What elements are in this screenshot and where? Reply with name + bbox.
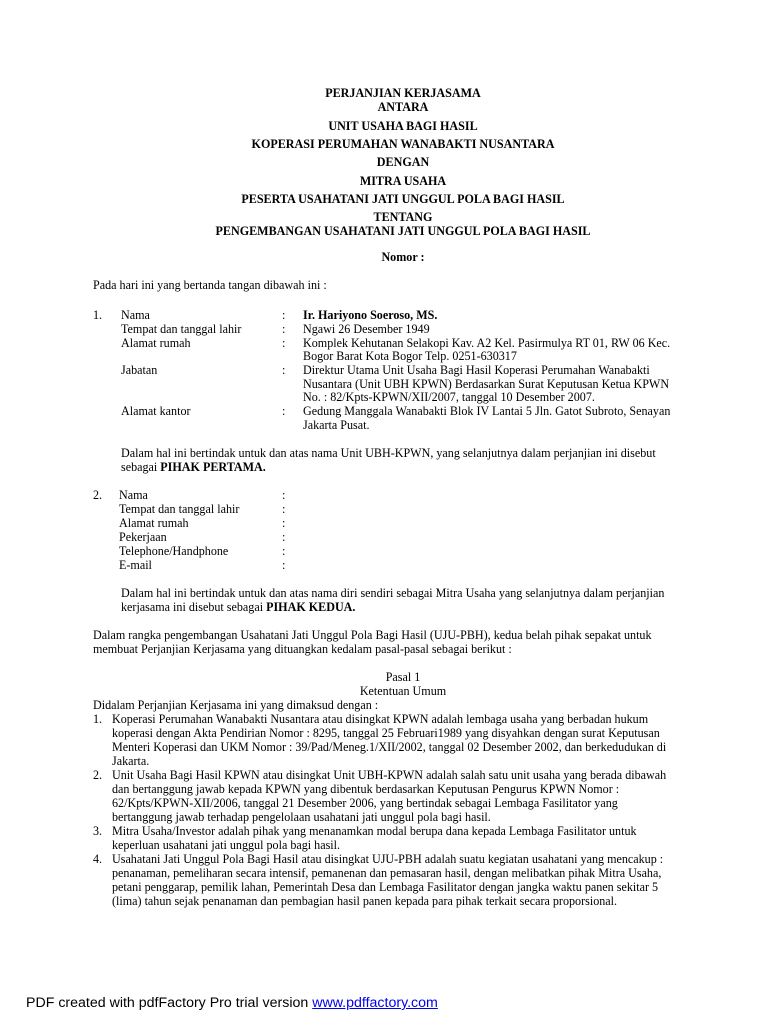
list-item-text: petani penggarap, pemilik lahan, Pemerintah Desa dan Lembaga Fasilitator dengan jangka waktu panen sekitar 5 (112, 880, 659, 894)
party-1-value-jabatan: Direktur Utama Unit Usaha Bagi Hasil Koperasi Perumahan Wanabakti (303, 363, 650, 377)
list-item-text: Jakarta. (112, 754, 150, 768)
title-line-1: PERJANJIAN KERJASAMA (325, 86, 481, 100)
list-item-text: Mitra Usaha/Investor adalah pihak yang menanamkan modal berupa dana kepada Lembaga Fasilitator untuk (112, 824, 637, 838)
party-1-statement: Dalam hal ini bertindak untuk dan atas nama Unit UBH-KPWN, yang selanjutnya dalam perjanjian ini disebut (121, 446, 656, 460)
party-1-value-alamat-kantor: Gedung Manggala Wanabakti Blok IV Lantai 5 Jln. Gatot Subroto, Senayan (303, 404, 671, 418)
party-1-colon: : (282, 322, 286, 336)
title-line-8: TENTANG (373, 210, 433, 224)
list-item-text: keperluan usahatani jati unggul pola bagi hasil. (112, 838, 341, 852)
party-1-statement-end (121, 461, 266, 475)
title-line-2: ANTARA (377, 100, 429, 114)
party-2-label-email: E-mail (119, 558, 152, 572)
list-item-text: dan bertanggung jawab kepada KPWN yang dibentuk berdasarkan Keputusan Pengurus KPWN Nomor : (112, 782, 620, 796)
party-2-colon: : (282, 558, 286, 572)
party-1-value-alamat-rumah: Komplek Kehutanan Selakopi Kav. A2 Kel. Pasirmulya RT 01, RW 06 Kec. (303, 336, 671, 350)
party-2-statement-prefix: kerjasama ini disebut sebagai (121, 600, 267, 614)
party-1-value-alamat-rumah: Bogor Barat Kota Bogor Telp. 0251-630317 (303, 349, 517, 363)
title-line-3: UNIT USAHA BAGI HASIL (328, 119, 478, 133)
party-2-statement-end (121, 601, 355, 615)
intro-text: Pada hari ini yang bertanda tangan dibawah ini : (93, 278, 327, 292)
party-1-number: 1. (93, 308, 103, 322)
list-item-text: Koperasi Perumahan Wanabakti Nusantara atau disingkat KPWN adalah lembaga usaha yang berbadan hukum (112, 712, 649, 726)
party-2-colon: : (282, 516, 286, 530)
party-1-label-alamat-rumah: Alamat rumah (121, 336, 191, 350)
party-1-designation: PIHAK PERTAMA. (160, 460, 266, 474)
party-1-colon: : (282, 404, 286, 418)
party-2-colon: : (282, 488, 286, 502)
title-line-7: PESERTA USAHATANI JATI UNGGUL POLA BAGI HASIL (241, 192, 565, 206)
party-1-value-nama: Ir. Hariyono Soeroso, MS. (303, 308, 438, 322)
party-1-label-jabatan: Jabatan (121, 363, 158, 377)
party-1-label-ttl: Tempat dan tanggal lahir (121, 322, 242, 336)
party-1-colon: : (282, 336, 286, 350)
footer-text: PDF created with pdfFactory Pro trial version (26, 995, 313, 1011)
party-2-colon: : (282, 544, 286, 558)
list-item-text: penanaman, pemeliharan secara intensif, pemanenan dan pemasaran hasil, dengan melibatkan pihak Mitra Usaha, (112, 866, 662, 880)
title-line-9: PENGEMBANGAN USAHATANI JATI UNGGUL POLA BAGI HASIL (215, 224, 591, 238)
list-item-text: 62/Kpts/KPWN-XII/2006, tanggal 21 Desember 2006, yang bertindak sebagai Lembaga Fasilitator yang (112, 796, 618, 810)
party-2-label-nama: Nama (119, 488, 148, 502)
pasal-intro: Didalam Perjanjian Kerjasama ini yang dimaksud dengan : (93, 698, 379, 712)
list-item-text: Usahatani Jati Unggul Pola Bagi Hasil atau disingkat UJU-PBH adalah suatu kegiatan usahatani yang mencakup : (112, 852, 664, 866)
pasal-subheading: Ketentuan Umum (359, 684, 447, 698)
document-number: Nomor : (381, 250, 425, 264)
party-1-value-ttl: Ngawi 26 Desember 1949 (303, 322, 430, 336)
list-item-number: 3. (93, 824, 103, 838)
party-1-label-nama: Nama (121, 308, 150, 322)
party-2-number: 2. (93, 488, 103, 502)
party-1-colon: : (282, 363, 286, 377)
party-1-label-alamat-kantor: Alamat kantor (121, 404, 191, 418)
pasal-heading: Pasal 1 (385, 670, 421, 684)
pdf-footer (26, 995, 438, 1011)
framework-paragraph: membuat Perjanjian Kerjasama yang dituangkan kedalam pasal-pasal sebagai berikut : (93, 642, 512, 656)
party-2-colon: : (282, 530, 286, 544)
list-item-number: 1. (93, 712, 103, 726)
party-1-value-alamat-kantor: Jakarta Pusat. (303, 418, 370, 432)
list-item-text: (lima) tahun sejak penanaman dan pembagian hasil panen kepada para pihak terkait secara proporsional. (112, 894, 618, 908)
party-2-label-pekerjaan: Pekerjaan (119, 530, 167, 544)
title-line-4: KOPERASI PERUMAHAN WANABAKTI NUSANTARA (251, 137, 555, 151)
party-2-statement: Dalam hal ini bertindak untuk dan atas nama diri sendiri sebagai Mitra Usaha yang selanjutnya dalam perjanjian (121, 586, 665, 600)
title-line-6: MITRA USAHA (359, 174, 447, 188)
party-1-value-jabatan: Nusantara (Unit UBH KPWN) Berdasarkan Surat Keputusan Ketua KPWN (303, 377, 670, 391)
framework-paragraph: Dalam rangka pengembangan Usahatani Jati Unggul Pola Bagi Hasil (UJU-PBH), kedua belah pihak sepakat untuk (93, 628, 652, 642)
party-2-label-ttl: Tempat dan tanggal lahir (119, 502, 240, 516)
list-item-number: 4. (93, 852, 103, 866)
title-line-5: DENGAN (376, 155, 430, 169)
party-2-label-telephone: Telephone/Handphone (119, 544, 229, 558)
list-item-text: Menteri Koperasi dan UKM Nomor : 39/Pad/Meneg.1/XII/2002, tanggal 02 Desember 2002, dan berkedudukan di (112, 740, 667, 754)
party-1-statement-prefix: sebagai (121, 460, 161, 474)
list-item-text: Unit Usaha Bagi Hasil KPWN atau disingkat Unit UBH-KPWN adalah salah satu unit usaha yang berada dibawah (112, 768, 667, 782)
pdffactory-link[interactable]: www.pdffactory.com (312, 995, 438, 1011)
list-item-text: koperasi dengan Akta Pendirian Nomor : 8295, tanggal 25 Februari1989 yang disyahkan dengan surat Keputusan (112, 726, 660, 740)
list-item-text: bertanggung jawab terhadap pengelolaan usahatani jati unggul pola bagi hasil. (112, 810, 491, 824)
party-2-colon: : (282, 502, 286, 516)
party-2-designation: PIHAK KEDUA. (266, 600, 356, 614)
party-1-colon: : (282, 308, 286, 322)
party-1-value-jabatan: No. : 82/Kpts-KPWN/XII/2007, tanggal 10 Desember 2007. (303, 390, 595, 404)
list-item-number: 2. (93, 768, 103, 782)
party-2-label-alamat-rumah: Alamat rumah (119, 516, 189, 530)
